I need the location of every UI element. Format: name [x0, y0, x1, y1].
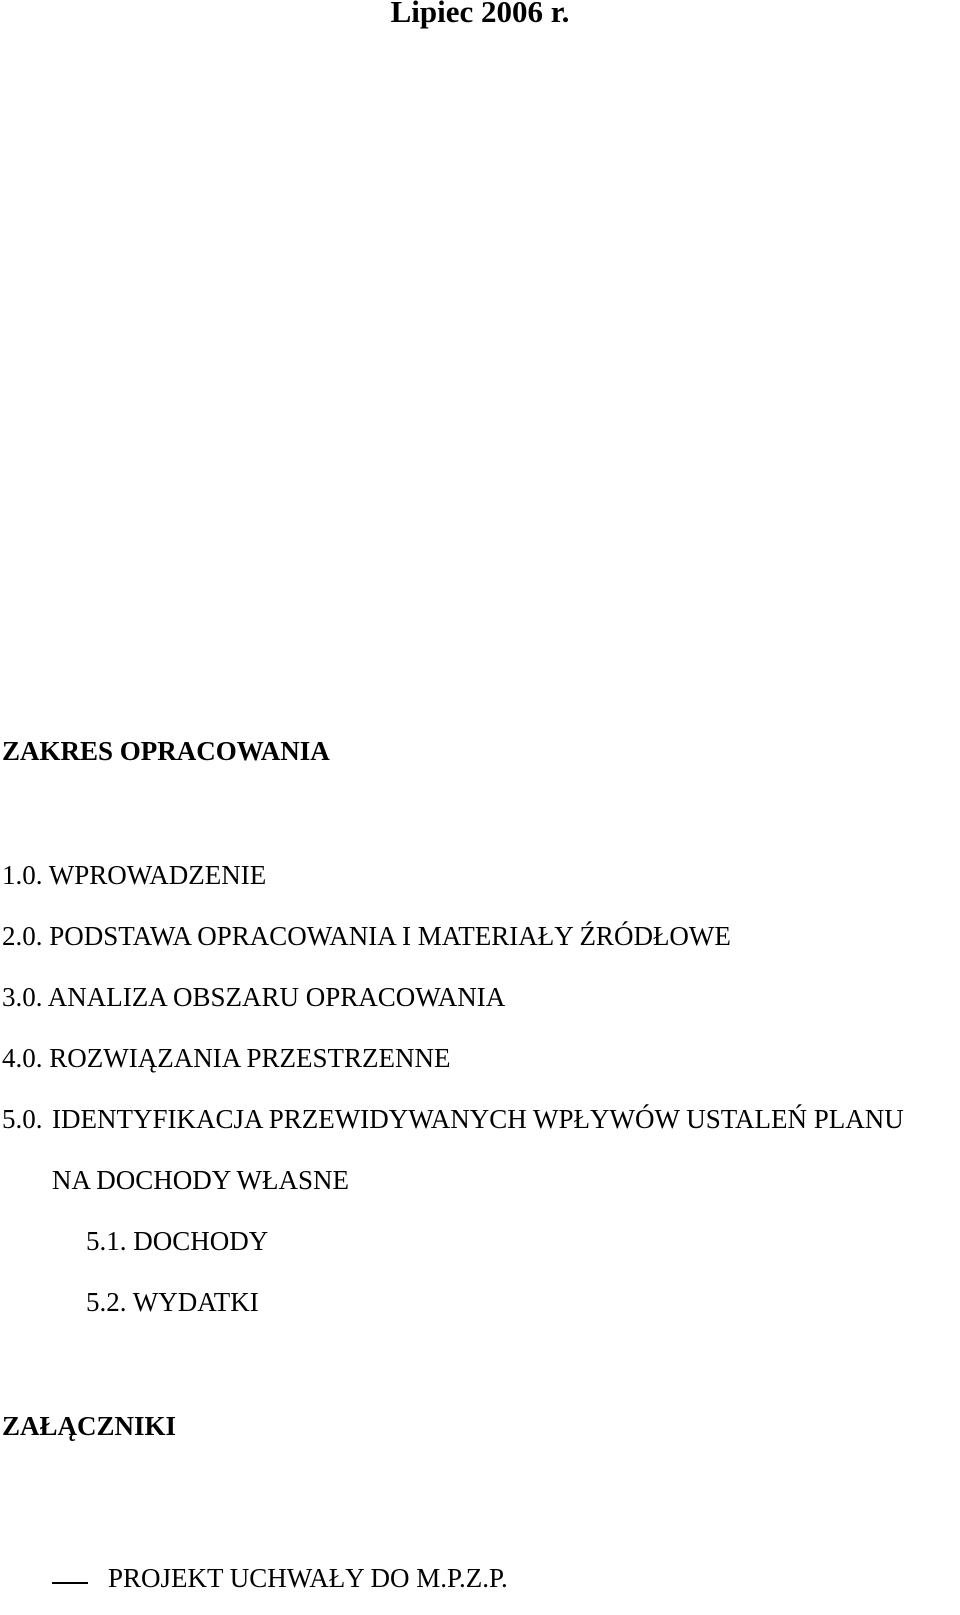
list-dash-icon — [52, 1582, 88, 1584]
toc-item-5-2: 5.2. WYDATKI — [86, 1287, 259, 1317]
document-date: Lipiec 2006 r. — [390, 0, 570, 29]
toc-item-5-1: 5.1. DOCHODY — [86, 1226, 269, 1256]
attachments-heading: ZAŁĄCZNIKI — [2, 1411, 177, 1441]
toc-item-1: 1.0. WPROWADZENIE — [2, 860, 267, 890]
scope-heading: ZAKRES OPRACOWANIA — [2, 736, 330, 766]
toc-item-5-line2: NA DOCHODY WŁASNE — [52, 1165, 349, 1195]
toc-item-2: 2.0. PODSTAWA OPRACOWANIA I MATERIAŁY ŹRÓDŁOWE — [2, 921, 731, 951]
toc-item-4: 4.0. ROZWIĄZANIA PRZESTRZENNE — [2, 1043, 451, 1073]
toc-item-5-number: 5.0. — [2, 1104, 43, 1134]
attachment-item: PROJEKT UCHWAŁY DO M.P.Z.P. — [108, 1563, 508, 1593]
toc-item-5-line1: IDENTYFIKACJA PRZEWIDYWANYCH WPŁYWÓW USTALEŃ PLANU — [52, 1104, 904, 1134]
toc-item-3: 3.0. ANALIZA OBSZARU OPRACOWANIA — [2, 982, 506, 1012]
